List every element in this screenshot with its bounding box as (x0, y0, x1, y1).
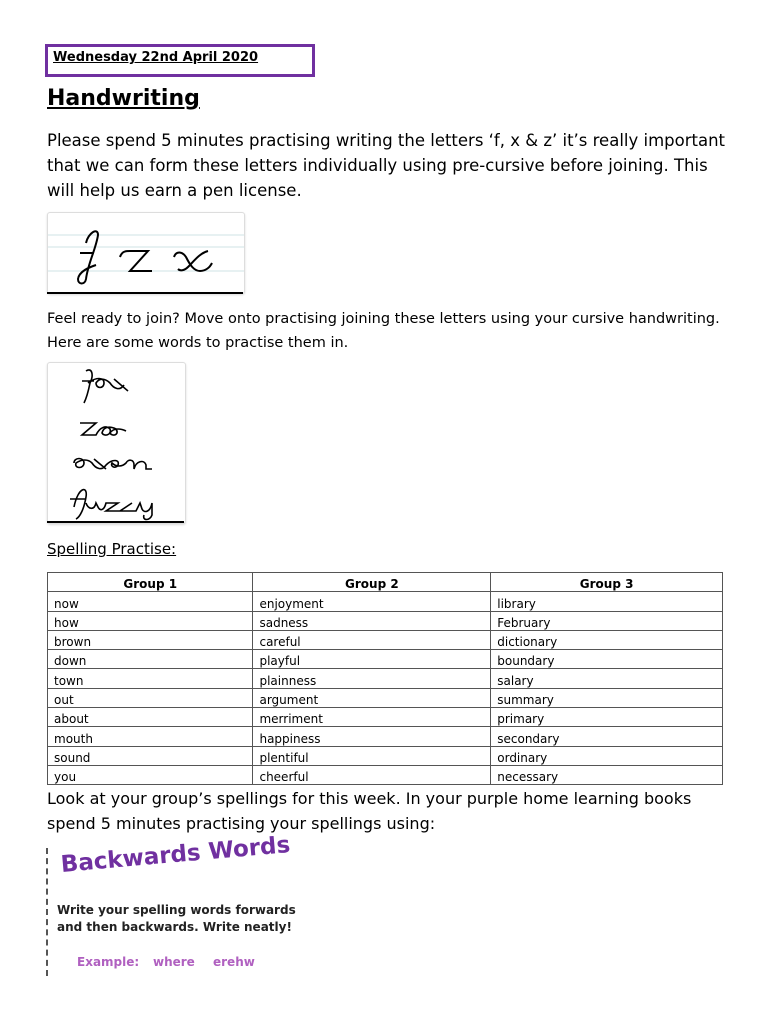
spelling-table (47, 572, 723, 785)
column-header: Group 1 (48, 573, 253, 592)
table-cell: happiness (253, 727, 491, 746)
table-header-row (48, 573, 723, 592)
table-cell: library (491, 592, 723, 611)
join-paragraph: Feel ready to join? Move onto practising joining these letters using your cursive handwriting. Here are some words to practise them in. (47, 311, 720, 351)
intro-paragraph: Please spend 5 minutes practising writing the letters ‘f, x & z’ it’s really important that we can form these letters individually using pre-cursive before joining. This will help us earn a pen license. (47, 131, 726, 200)
table-cell: sadness (253, 611, 491, 630)
table-row (48, 708, 723, 727)
table-cell: you (48, 765, 253, 784)
table-cell: careful (253, 630, 491, 649)
table-cell: out (48, 688, 253, 707)
table-cell: argument (253, 688, 491, 707)
table-row (48, 630, 723, 649)
spelling-heading: Spelling Practise: (47, 540, 177, 558)
table-row (48, 592, 723, 611)
table-cell: playful (253, 650, 491, 669)
table-row (48, 727, 723, 746)
cursive-words-image (48, 363, 185, 523)
date-text: Wednesday 22nd April 2020 (53, 50, 259, 65)
table-cell: now (48, 592, 253, 611)
table-cell: how (48, 611, 253, 630)
table-cell: ordinary (491, 746, 723, 765)
table-row (48, 611, 723, 630)
table-cell: down (48, 650, 253, 669)
table-cell: mouth (48, 727, 253, 746)
table-cell: primary (491, 708, 723, 727)
backwards-words-title: Backwards Words (59, 832, 292, 878)
table-cell: necessary (491, 765, 723, 784)
column-header: Group 2 (253, 573, 491, 592)
table-cell: plainness (253, 669, 491, 688)
table-row (48, 669, 723, 688)
instruction-line: Write your spelling words forwards (57, 903, 296, 917)
instruction-line: and then backwards. Write neatly! (57, 920, 292, 934)
table-cell: boundary (491, 650, 723, 669)
table-cell: summary (491, 688, 723, 707)
table-cell: brown (48, 630, 253, 649)
table-cell: town (48, 669, 253, 688)
dashed-border (46, 848, 48, 976)
table-row (48, 688, 723, 707)
backwards-words-instructions (57, 902, 296, 936)
example-reversed-word: erehw (213, 955, 255, 969)
table-cell: about (48, 708, 253, 727)
example-label: Example: (77, 955, 140, 969)
table-cell: secondary (491, 727, 723, 746)
divider-line (47, 292, 243, 294)
table-cell: dictionary (491, 630, 723, 649)
table-cell: sound (48, 746, 253, 765)
table-cell: salary (491, 669, 723, 688)
table-cell: plentiful (253, 746, 491, 765)
table-row (48, 650, 723, 669)
divider-line (47, 521, 184, 523)
page-title: Handwriting (47, 86, 200, 111)
column-header: Group 3 (491, 573, 723, 592)
table-cell: cheerful (253, 765, 491, 784)
precursive-letters-card (47, 212, 245, 294)
table-row (48, 765, 723, 784)
cursive-words-card (47, 362, 186, 524)
table-row (48, 746, 723, 765)
table-cell: February (491, 611, 723, 630)
example-word: where (153, 955, 195, 969)
table-cell: merriment (253, 708, 491, 727)
instruction-paragraph: Look at your group’s spellings for this week. In your purple home learning books spend 5 minutes practising your spellings using: (47, 789, 692, 833)
precursive-letters-image (48, 213, 244, 293)
table-cell: enjoyment (253, 592, 491, 611)
